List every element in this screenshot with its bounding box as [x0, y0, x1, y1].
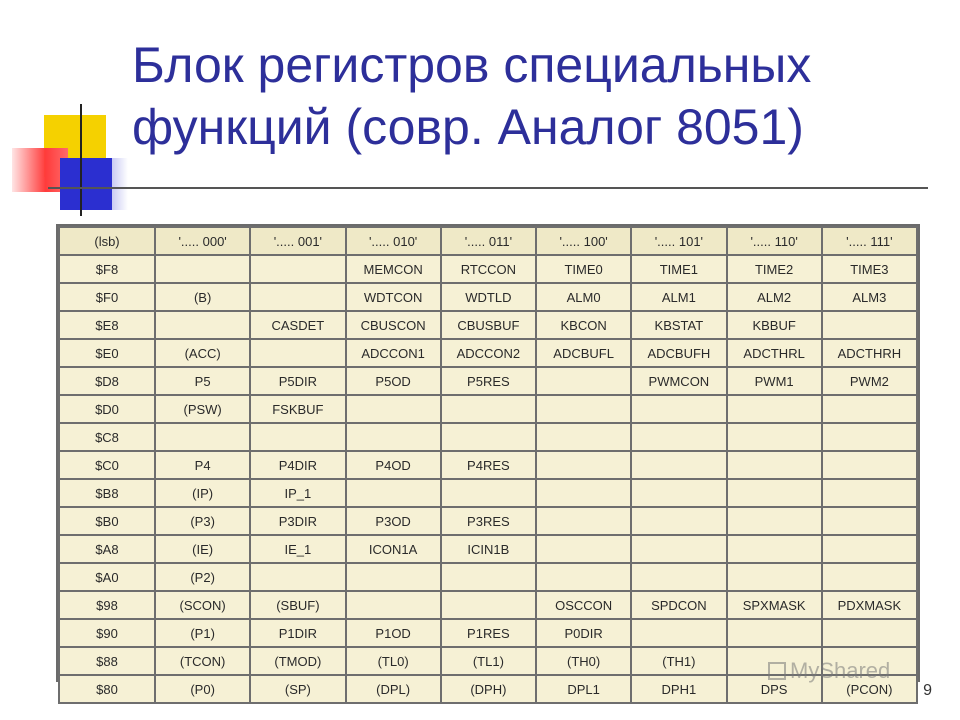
empty-cell — [822, 535, 917, 563]
table-row — [59, 451, 917, 479]
table-row — [59, 395, 917, 423]
register-cell: (TH1) — [631, 647, 726, 675]
row-address-cell: $E0 — [59, 339, 155, 367]
register-cell: DPL1 — [536, 675, 631, 703]
register-cell: WDTCON — [346, 283, 441, 311]
row-address-cell: $C0 — [59, 451, 155, 479]
register-cell: (SCON) — [155, 591, 250, 619]
empty-cell — [822, 563, 917, 591]
register-cell: ADCBUFL — [536, 339, 631, 367]
register-cell: (SBUF) — [250, 591, 345, 619]
register-cell: CASDET — [250, 311, 345, 339]
empty-cell — [822, 311, 917, 339]
table-row — [59, 563, 917, 591]
table-row — [59, 423, 917, 451]
row-address-cell: $E8 — [59, 311, 155, 339]
empty-cell — [727, 451, 822, 479]
register-cell: ADCTHRH — [822, 339, 917, 367]
empty-cell — [727, 619, 822, 647]
empty-cell — [250, 423, 345, 451]
register-cell: OSCCON — [536, 591, 631, 619]
empty-cell — [727, 507, 822, 535]
decor-vertical-line — [80, 104, 82, 216]
register-cell: DPS — [727, 675, 822, 703]
empty-cell — [536, 451, 631, 479]
register-cell: P5 — [155, 367, 250, 395]
register-cell: TIME1 — [631, 255, 726, 283]
register-cell: (IE) — [155, 535, 250, 563]
header-cell: '..... 110' — [727, 227, 822, 255]
register-cell: DPH1 — [631, 675, 726, 703]
register-cell: (TL1) — [441, 647, 536, 675]
empty-cell — [631, 535, 726, 563]
header-cell: '..... 100' — [536, 227, 631, 255]
register-cell: P3OD — [346, 507, 441, 535]
table-row — [59, 479, 917, 507]
register-cell: P1OD — [346, 619, 441, 647]
slide-title: Блок регистров специальных функций (совр. Аналог 8051) — [132, 37, 812, 155]
empty-cell — [631, 395, 726, 423]
decor-blue-fade — [90, 158, 128, 210]
empty-cell — [631, 563, 726, 591]
row-address-cell: $F8 — [59, 255, 155, 283]
empty-cell — [536, 395, 631, 423]
register-cell: SPXMASK — [727, 591, 822, 619]
watermark-icon — [768, 662, 786, 680]
row-address-cell: $A8 — [59, 535, 155, 563]
register-cell: ALM0 — [536, 283, 631, 311]
empty-cell — [822, 395, 917, 423]
empty-cell — [536, 535, 631, 563]
empty-cell — [441, 479, 536, 507]
register-cell: (SP) — [250, 675, 345, 703]
header-cell: '..... 000' — [155, 227, 250, 255]
register-cell: (B) — [155, 283, 250, 311]
row-address-cell: $90 — [59, 619, 155, 647]
register-cell: KBBUF — [727, 311, 822, 339]
register-cell: (PCON) — [822, 675, 917, 703]
register-cell: P1DIR — [250, 619, 345, 647]
register-cell: (TH0) — [536, 647, 631, 675]
page-number: 9 — [923, 682, 932, 699]
empty-cell — [346, 479, 441, 507]
register-cell: TIME2 — [727, 255, 822, 283]
register-cell: ADCTHRL — [727, 339, 822, 367]
row-address-cell: $B0 — [59, 507, 155, 535]
register-cell: RTCCON — [441, 255, 536, 283]
table-row — [59, 311, 917, 339]
register-cell: ALM2 — [727, 283, 822, 311]
empty-cell — [727, 479, 822, 507]
empty-cell — [727, 535, 822, 563]
empty-cell — [155, 423, 250, 451]
header-cell: '..... 111' — [822, 227, 917, 255]
register-cell: PWM2 — [822, 367, 917, 395]
register-cell: P4OD — [346, 451, 441, 479]
empty-cell — [822, 507, 917, 535]
register-cell: ICON1A — [346, 535, 441, 563]
table-row — [59, 367, 917, 395]
watermark-text: MyShared — [790, 658, 891, 683]
register-cell: KBSTAT — [631, 311, 726, 339]
empty-cell — [441, 563, 536, 591]
empty-cell — [441, 423, 536, 451]
register-cell: (P3) — [155, 507, 250, 535]
empty-cell — [441, 591, 536, 619]
sfr-table — [58, 226, 918, 704]
register-cell: PDXMASK — [822, 591, 917, 619]
empty-cell — [155, 311, 250, 339]
empty-cell — [346, 423, 441, 451]
empty-cell — [536, 367, 631, 395]
register-cell: P0DIR — [536, 619, 631, 647]
sfr-table-container — [56, 224, 920, 697]
empty-cell — [536, 507, 631, 535]
register-cell: P1RES — [441, 619, 536, 647]
empty-cell — [346, 395, 441, 423]
empty-cell — [250, 255, 345, 283]
register-cell: P4 — [155, 451, 250, 479]
register-cell: (DPL) — [346, 675, 441, 703]
register-cell: (PSW) — [155, 395, 250, 423]
header-cell: '..... 011' — [441, 227, 536, 255]
register-cell: (TCON) — [155, 647, 250, 675]
table-row — [59, 507, 917, 535]
register-cell: (P2) — [155, 563, 250, 591]
register-cell: TIME3 — [822, 255, 917, 283]
empty-cell — [822, 619, 917, 647]
register-cell: CBUSCON — [346, 311, 441, 339]
table-row — [59, 283, 917, 311]
row-address-cell: $A0 — [59, 563, 155, 591]
row-address-cell: $98 — [59, 591, 155, 619]
title-underline — [48, 187, 928, 189]
register-cell: P5OD — [346, 367, 441, 395]
register-cell: FSKBUF — [250, 395, 345, 423]
empty-cell — [250, 563, 345, 591]
row-address-cell: $D0 — [59, 395, 155, 423]
register-cell: ADCBUFH — [631, 339, 726, 367]
register-cell: IE_1 — [250, 535, 345, 563]
empty-cell — [346, 591, 441, 619]
row-address-cell: $F0 — [59, 283, 155, 311]
table-header-row — [59, 227, 917, 255]
header-cell: '..... 001' — [250, 227, 345, 255]
register-cell: SPDCON — [631, 591, 726, 619]
register-cell: P3RES — [441, 507, 536, 535]
register-cell: TIME0 — [536, 255, 631, 283]
register-cell: ALM3 — [822, 283, 917, 311]
register-cell: KBCON — [536, 311, 631, 339]
register-cell: (P0) — [155, 675, 250, 703]
register-cell: ALM1 — [631, 283, 726, 311]
register-cell: CBUSBUF — [441, 311, 536, 339]
register-cell: (TL0) — [346, 647, 441, 675]
empty-cell — [727, 423, 822, 451]
row-address-cell: $80 — [59, 675, 155, 703]
register-cell: (IP) — [155, 479, 250, 507]
empty-cell — [536, 563, 631, 591]
table-row — [59, 255, 917, 283]
register-cell: IP_1 — [250, 479, 345, 507]
empty-cell — [250, 283, 345, 311]
header-cell: '..... 010' — [346, 227, 441, 255]
row-address-cell: $C8 — [59, 423, 155, 451]
register-cell: ADCCON2 — [441, 339, 536, 367]
table-row — [59, 591, 917, 619]
empty-cell — [727, 395, 822, 423]
row-address-cell: $88 — [59, 647, 155, 675]
register-cell: ICIN1B — [441, 535, 536, 563]
empty-cell — [536, 423, 631, 451]
table-row — [59, 339, 917, 367]
empty-cell — [631, 507, 726, 535]
empty-cell — [631, 451, 726, 479]
watermark — [768, 658, 890, 684]
empty-cell — [346, 563, 441, 591]
empty-cell — [250, 339, 345, 367]
empty-cell — [631, 479, 726, 507]
register-cell: (DPH) — [441, 675, 536, 703]
row-address-cell: $D8 — [59, 367, 155, 395]
register-cell: P4DIR — [250, 451, 345, 479]
header-cell-lsb: (lsb) — [59, 227, 155, 255]
register-cell: P3DIR — [250, 507, 345, 535]
register-cell: P4RES — [441, 451, 536, 479]
register-cell: MEMCON — [346, 255, 441, 283]
register-cell: PWMCON — [631, 367, 726, 395]
empty-cell — [441, 395, 536, 423]
register-cell: P5RES — [441, 367, 536, 395]
register-cell: (P1) — [155, 619, 250, 647]
empty-cell — [822, 423, 917, 451]
empty-cell — [631, 619, 726, 647]
register-cell: WDTLD — [441, 283, 536, 311]
empty-cell — [536, 479, 631, 507]
empty-cell — [155, 255, 250, 283]
row-address-cell: $B8 — [59, 479, 155, 507]
register-cell: P5DIR — [250, 367, 345, 395]
empty-cell — [822, 451, 917, 479]
table-row — [59, 535, 917, 563]
register-cell: (ACC) — [155, 339, 250, 367]
header-cell: '..... 101' — [631, 227, 726, 255]
empty-cell — [727, 563, 822, 591]
title-decoration — [0, 0, 140, 230]
empty-cell — [822, 479, 917, 507]
register-cell: (TMOD) — [250, 647, 345, 675]
table-row — [59, 619, 917, 647]
register-cell: PWM1 — [727, 367, 822, 395]
empty-cell — [631, 423, 726, 451]
register-cell: ADCCON1 — [346, 339, 441, 367]
